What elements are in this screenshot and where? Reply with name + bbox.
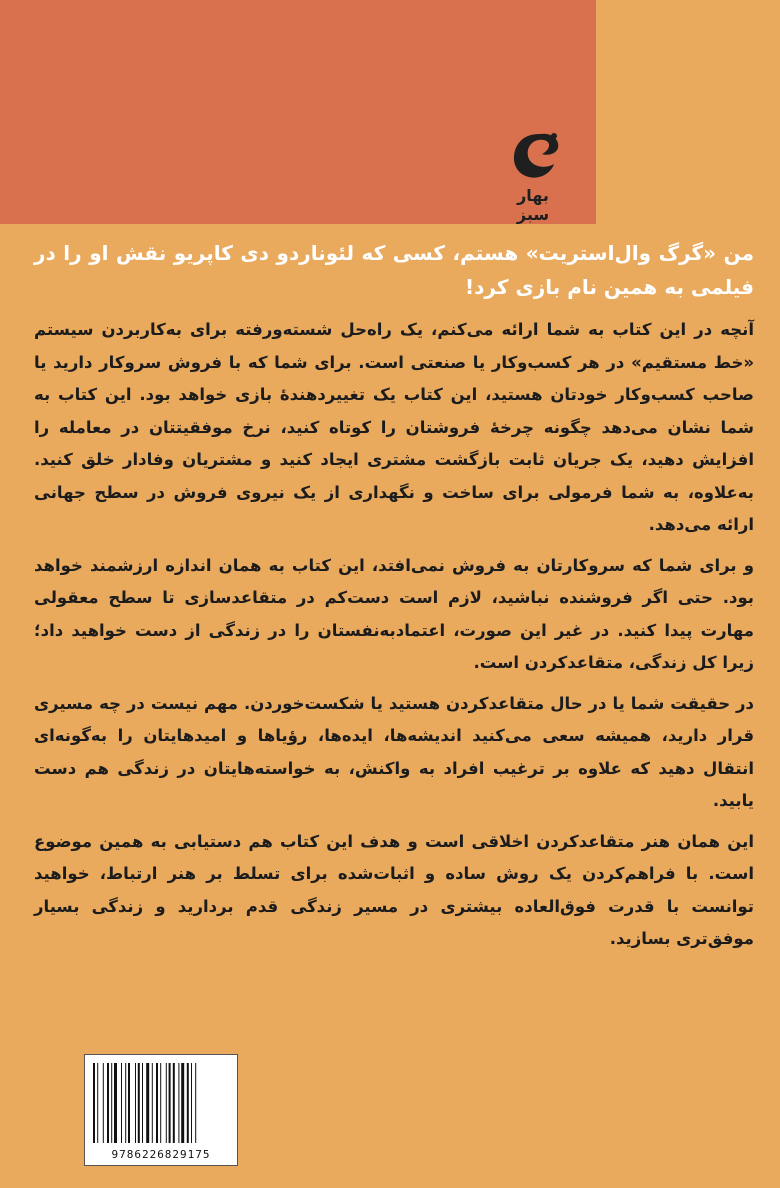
barcode-bar <box>107 1063 109 1143</box>
barcode-bar <box>191 1063 192 1143</box>
publisher-logo <box>500 130 566 224</box>
barcode-bar <box>160 1063 161 1143</box>
back-cover-text <box>34 236 754 964</box>
barcode-bar <box>187 1063 189 1143</box>
barcode-bar <box>146 1063 149 1143</box>
barcode-bar <box>135 1063 136 1143</box>
paragraph-3: در حقیقت شما یا در حال متقاعدکردن هستید یا شکست‌خوردن. مهم نیست در چه مسیری قرار دارید، همیشه سعی می‌کنید اندیشه‌ها، ایده‌ها، رؤیاها و امیدهایتان را به‌گونه‌ای انتقال دهید که علاوه بر ترغیب افراد به واکنش، به خواسته‌هایتان در زندگی هم دست یابید. <box>34 693 754 810</box>
barcode-bar <box>128 1063 130 1143</box>
paragraph-2: و برای شما که سروکارتان به فروش نمی‌افتد، این کتاب به همان اندازه ارزشمند خواهد بود. حتی اگر فروشنده نباشید، لازم است دست‌کم در متقاعدسازی تا سطح معقولی مهارت پیدا کنید. در غیر این صورت، اعتمادبه‌نفستان را در زندگی از دست خواهید داد؛ زیرا کل زندگی، متقاعدکردن است. <box>34 555 754 672</box>
barcode-bars-icon <box>93 1063 229 1143</box>
barcode-bar <box>97 1063 98 1143</box>
barcode-bar <box>93 1063 95 1143</box>
barcode-bar <box>121 1063 122 1143</box>
isbn-number: 9786226829175 <box>111 1148 211 1161</box>
paragraph-4: این همان هنر متقاعدکردن اخلاقی است و هدف این کتاب هم دستیابی به همین موضوع است. با فراهم‌کردن یک روش ساده و اثبات‌شده برای تسلط بر هنر ارتباط، خواهید توانست با قدرت فوق‌العاده بیشتری در مسیر زندگی قدم بردارید و زندگی بسیار موفق‌تری بسازید. <box>34 831 754 948</box>
barcode-bar <box>181 1063 184 1143</box>
cover-accent-block <box>0 0 596 224</box>
barcode-bar <box>125 1063 126 1143</box>
barcode-bar <box>152 1063 153 1143</box>
barcode-bar <box>114 1063 117 1143</box>
paragraph-1: آنچه در این کتاب به شما ارائه می‌کنم، یک راه‌حل شسته‌ورفته برای به‌کاربردن سیستم «خط مستقیم» در هر کسب‌وکار یا صنعتی است. برای شما که با فروش سروکار دارید یا صاحب کسب‌وکار خودتان هستید، این کتاب یک تغییردهندهٔ بازی خواهد بود. این کتاب به شما نشان می‌دهد چگونه چرخهٔ فروشتان را کوتاه کنید، نرخ موفقیتتان در معامله را افزایش دهید، یک جریان ثابت بازگشت مشتری ایجاد کنید و مشتریان وفادار خلق کنید. به‌علاوه، به شما فرمولی برای ساخت و نگهداری از یک نیروی فروش در سطح جهانی ارائه می‌دهد. <box>34 320 754 534</box>
barcode-bar <box>142 1063 143 1143</box>
intro-quote: من «گرگ وال‌استریت» هستم، کسی که لئوناردو دی کاپریو نقش او را در فیلمی به همین نام بازی کرد! <box>34 241 754 299</box>
bahar-sabz-logo-icon <box>500 130 566 186</box>
barcode-bar <box>169 1063 171 1143</box>
barcode-bar <box>156 1063 158 1143</box>
barcode-bar <box>178 1063 179 1143</box>
barcode-bar <box>138 1063 140 1143</box>
barcode-bar <box>166 1063 167 1143</box>
publisher-name: بهار سبز <box>516 186 550 224</box>
barcode-bar <box>103 1063 104 1143</box>
barcode-bar <box>111 1063 112 1143</box>
barcode-bar <box>195 1063 196 1143</box>
barcode-bar <box>173 1063 175 1143</box>
isbn-barcode <box>84 1054 238 1166</box>
